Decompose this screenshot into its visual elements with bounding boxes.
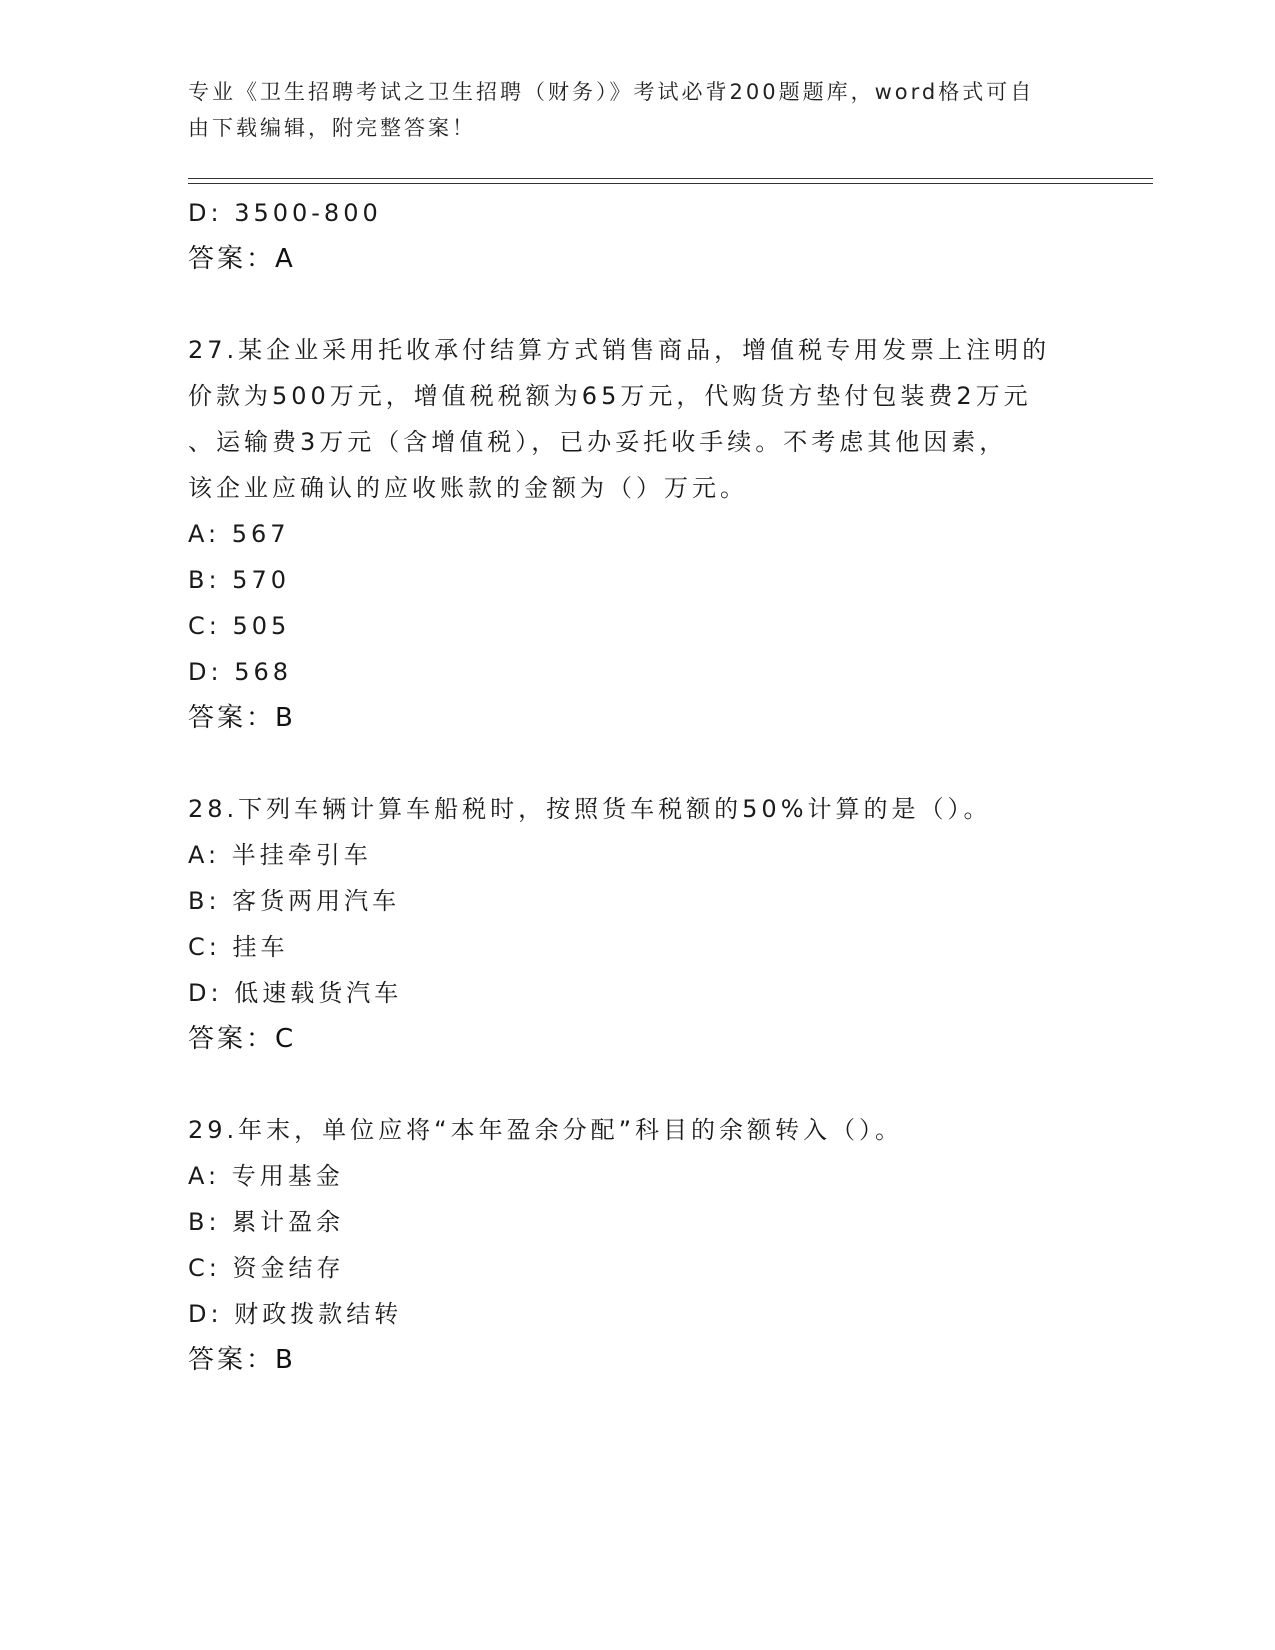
header-divider-bottom bbox=[188, 183, 1153, 184]
option-b: B: 客货两用汽车 bbox=[188, 887, 401, 915]
option-d: D: 568 bbox=[188, 658, 293, 686]
option-b: B: 累计盈余 bbox=[188, 1208, 345, 1236]
option-a: A: 567 bbox=[188, 520, 290, 548]
answer-label: 答案：A bbox=[188, 244, 296, 274]
option-a: A: 半挂牵引车 bbox=[188, 841, 372, 869]
header-line-2: 由下载编辑，附完整答案！ bbox=[188, 116, 476, 140]
option-a: A: 专用基金 bbox=[188, 1162, 344, 1190]
option-d: D: 财政拨款结转 bbox=[188, 1300, 403, 1328]
option-d: D: 低速载货汽车 bbox=[188, 979, 403, 1007]
answer-label: 答案：C bbox=[188, 1024, 297, 1054]
answer-label: 答案：B bbox=[188, 703, 296, 733]
question-content bbox=[188, 190, 1088, 1383]
question-text-line: 27.某企业采用托收承付结算方式销售商品，增值税专用发票上注明的 bbox=[188, 336, 1051, 364]
question-text-line: 该企业应确认的应收账款的金额为（）万元。 bbox=[188, 474, 748, 502]
header-divider-top bbox=[188, 178, 1153, 179]
question-text-line: 价款为500万元，增值税税额为65万元，代购货方垫付包装费2万元 bbox=[188, 382, 1032, 410]
answer-label: 答案：B bbox=[188, 1345, 296, 1375]
option-c: C: 资金结存 bbox=[188, 1254, 345, 1282]
question-text: 28.下列车辆计算车船税时，按照货车税额的50%计算的是（）。 bbox=[188, 795, 992, 823]
document-header bbox=[188, 74, 1068, 146]
question-text-line: 、运输费3万元（含增值税），已办妥托收手续。不考虑其他因素， bbox=[188, 428, 1008, 456]
option-c: C: 挂车 bbox=[188, 933, 289, 961]
question-28 bbox=[188, 786, 1088, 1062]
question-27 bbox=[188, 327, 1088, 741]
question-text: 29.年末，单位应将“本年盈余分配”科目的余额转入（）。 bbox=[188, 1116, 904, 1144]
option-d: D: 3500-800 bbox=[188, 199, 382, 227]
question-26-tail bbox=[188, 190, 1088, 282]
option-b: B: 570 bbox=[188, 566, 290, 594]
question-29 bbox=[188, 1107, 1088, 1383]
option-c: C: 505 bbox=[188, 612, 291, 640]
header-line-1: 专业《卫生招聘考试之卫生招聘（财务）》考试必背200题题库，word格式可自 bbox=[188, 80, 1035, 104]
